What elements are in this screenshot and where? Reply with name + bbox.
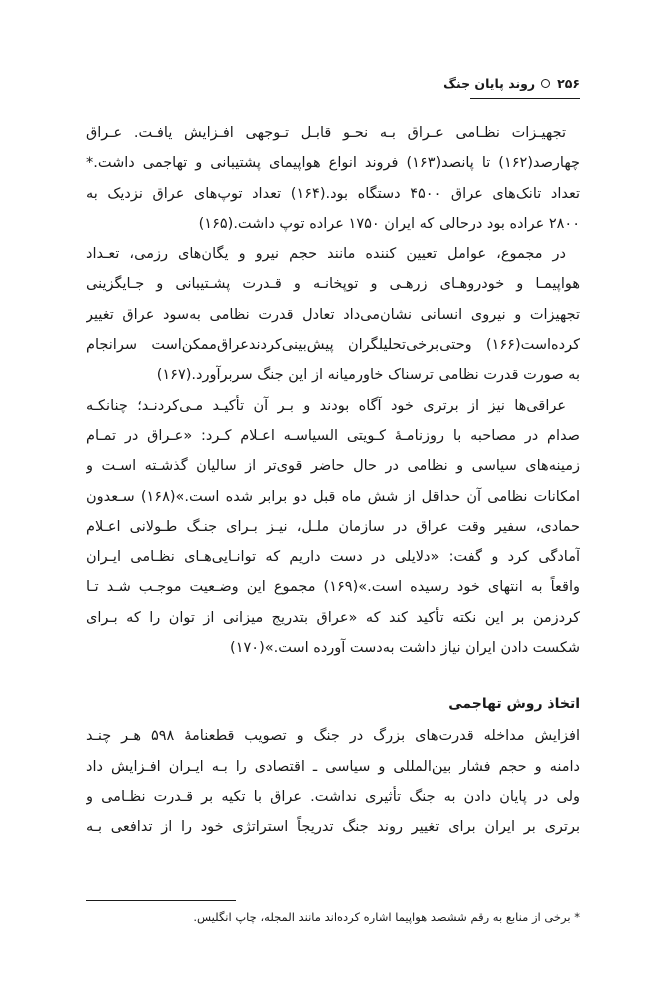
footnote-rule bbox=[86, 900, 236, 901]
text-line: ۲۸۰۰ عراده بود درحالی که ایران ۱۷۵۰ عراده توپ داشت.(۱۶۵) bbox=[198, 215, 580, 232]
body-text bbox=[86, 118, 580, 843]
text-line: چهارصد(۱۶۲) تا پانصد(۱۶۳) فروند انواع هواپیمای پشتیبانی و تهاجمی داشت.* bbox=[86, 155, 580, 172]
text-line: ولی در پایان دادن به جنگ تأثیری نداشت. عراق با تکیه بر قـدرت نظـامی و bbox=[86, 788, 580, 805]
circle-separator-icon bbox=[541, 79, 550, 88]
text-line: به صورت قدرت نظامی ترسناک خاورمیانه از این جنگ سربرآورد.(۱۶۷) bbox=[156, 367, 580, 384]
text-line: امکانات نظامی آن حداقل از شش ماه قبل دو برابر شده است.»(۱۶۸) سـعدون bbox=[86, 488, 580, 505]
section-heading: اتخاذ روش تهاجمی bbox=[448, 696, 580, 713]
section-gap bbox=[86, 663, 580, 691]
text-line: شکست دادن ایران نیاز داشت به‌دست آورده است.»(۱۷۰) bbox=[230, 640, 580, 657]
text-line: هواپیمـا و خودروهـای زرهـی و توپخانـه و قـدرت پشـتیبانی و جـایگزینی bbox=[86, 276, 580, 293]
text-line: کردزمن بر این نکته تأکید کند که «عراق بتدریج میزانی از توان را که بـرای bbox=[86, 609, 580, 626]
page-header bbox=[86, 76, 580, 98]
text-line: واقعاً به انتهای خود رسیده است.»(۱۶۹) مجموع این وضـعیت موجـب شـد تـا bbox=[86, 579, 580, 596]
text-line: کرده‌است(۱۶۶) وحتی‌برخی‌تحلیلگران پیش‌بینی‌کردندعراق‌ممکن‌است سرانجام bbox=[86, 337, 580, 354]
text-line: برتری بر ایران برای تغییر روند جنگ تدریجاً استراتژی خود را از تدافعی بـه bbox=[86, 819, 580, 836]
text-line: عراقی‌ها نیز از برتری خود آگاه بودند و بـر آن تأکیـد مـی‌کردنـد؛ چنانکـه bbox=[86, 397, 566, 414]
text-line: تجهیـزات نظـامی عـراق بـه نحـو قابـل تـوجهی افـزایش یافـت. عـراق bbox=[86, 125, 566, 141]
text-line: دامنه و حجم فشار بین‌المللی و سیاسی ـ اقتصادی را بـه ایـران افـزایش داد bbox=[86, 758, 580, 775]
running-title: روند پایان جنگ bbox=[443, 76, 536, 91]
text-line: افزایش مداخله قدرت‌های بزرگ در جنگ و تصویب قطعنامهٔ ۵۹۸ هـر چنـد bbox=[86, 728, 580, 745]
footnote: * برخی از منابع به رقم ششصد هواپیما اشاره کرده‌اند مانند المجله، چاپ انگلیس. bbox=[193, 910, 580, 924]
text-line: صدام در مصاحبه با روزنامـهٔ کـویتی السیاسـه اعـلام کـرد: «عـراق در تمـام bbox=[86, 427, 580, 444]
page-number: ۲۵۶ bbox=[557, 76, 580, 91]
text-line: زمینه‌های سیاسی و نظامی در حال حاضر قوی‌تر از سالیان گذشـته اسـت و bbox=[86, 458, 580, 475]
text-line: تعداد تانک‌های عراق ۴۵۰۰ دستگاه بود.(۱۶۴) تعداد توپ‌های عراق نزدیک به bbox=[86, 185, 580, 202]
header-rule bbox=[470, 98, 580, 99]
text-line: در مجموع، عوامل تعیین کننده مانند حجم نیرو و یگان‌های رزمی، تعـداد bbox=[86, 246, 566, 263]
text-line: تجهیزات و نیروی انسانی نشان‌می‌داد تعادل قدرت نظامی به‌سود عراق تغییر bbox=[86, 306, 580, 323]
text-line: حمادی، سفیر وقت عراق در سازمان ملـل، نیـز بـرای جنـگ طـولانی اعـلام bbox=[86, 518, 580, 535]
text-line: آمادگی کرد و گفت: «دلایلی در دست داریم که توانـایی‌هـای نظـامی ایـران bbox=[86, 549, 580, 566]
